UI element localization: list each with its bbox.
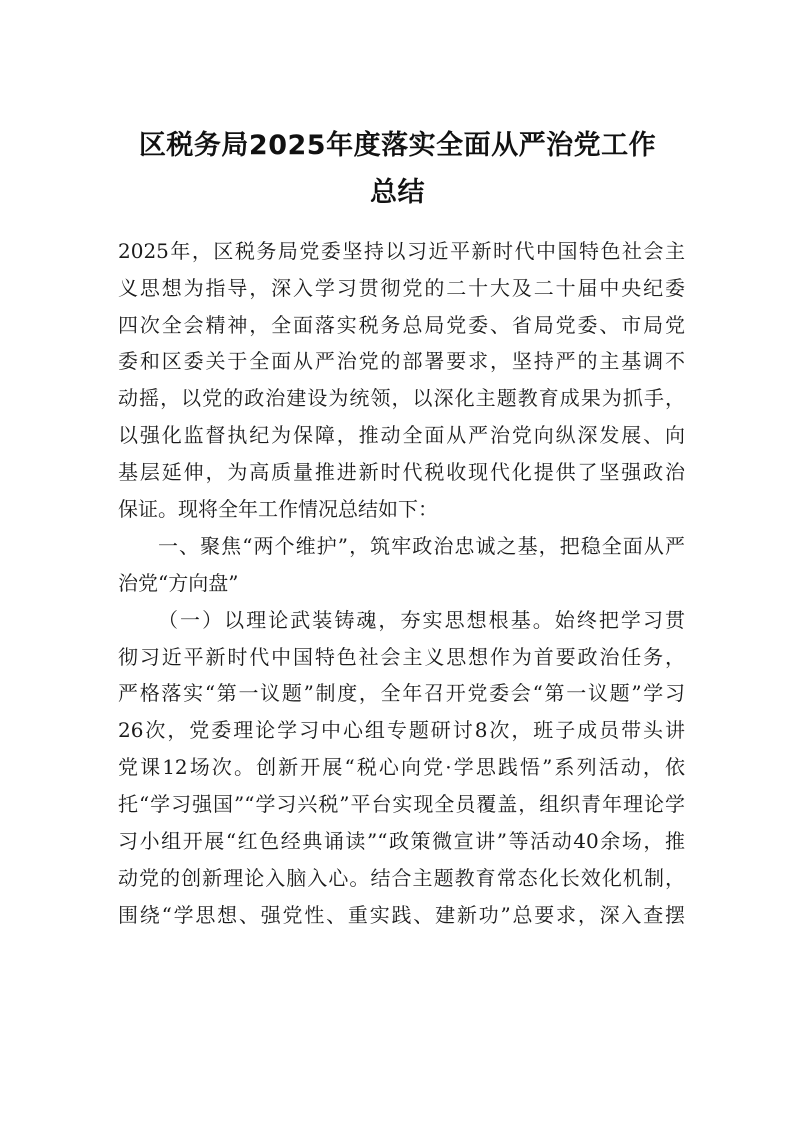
intro-line: 四次全会精神，全面落实税务总局党委、省局党委、市局党 <box>118 313 685 337</box>
intro-line: 义思想为指导，深入学习贯彻党的二十大及二十届中央纪委 <box>118 276 685 300</box>
subsection-line: 26次，党委理论学习中心组专题研讨8次，班子成员带头讲 <box>118 718 685 742</box>
subsection-line: 围绕“学思想、强党性、重实践、建新功”总要求，深入查摆 <box>118 903 685 927</box>
intro-line: 委和区委关于全面从严治党的部署要求，坚持严的主基调不 <box>118 349 685 373</box>
subsection-line: 彻习近平新时代中国特色社会主义思想作为首要政治任务， <box>118 645 685 669</box>
intro-line: 动摇，以党的政治建设为统领，以深化主题教育成果为抓手， <box>118 386 685 410</box>
subsection-line: 动党的创新理论入脑入心。结合主题教育常态化长效化机制， <box>118 866 685 890</box>
section-heading-line: 治党“方向盘” <box>118 571 239 595</box>
section-heading-line: 一、聚焦“两个维护”，筑牢政治忠诚之基，把稳全面从严 <box>158 534 685 558</box>
subsection-line: 托“学习强国”“学习兴税”平台实现全员覆盖，组织青年理论学 <box>118 792 685 816</box>
subsection-line: （一）以理论武装铸魂，夯实思想根基。始终把学习贯 <box>158 608 685 632</box>
document-title-line-1: 区税务局2025年度落实全面从严治党工作 <box>138 130 657 161</box>
subsection-line: 严格落实“第一议题”制度，全年召开党委会“第一议题”学习 <box>118 681 685 705</box>
intro-line: 2025年，区税务局党委坚持以习近平新时代中国特色社会主 <box>118 239 685 263</box>
document-title-line-2: 总结 <box>370 177 425 208</box>
intro-line: 基层延伸，为高质量推进新时代税收现代化提供了坚强政治 <box>118 460 685 484</box>
subsection-line: 习小组开展“红色经典诵读”“政策微宣讲”等活动40余场，推 <box>118 829 685 853</box>
intro-line: 以强化监督执纪为保障，推动全面从严治党向纵深发展、向 <box>118 423 685 447</box>
intro-line: 保证。现将全年工作情况总结如下： <box>118 497 438 521</box>
subsection-line: 党课12场次。创新开展“税心向党·学思践悟”系列活动，依 <box>118 755 685 779</box>
